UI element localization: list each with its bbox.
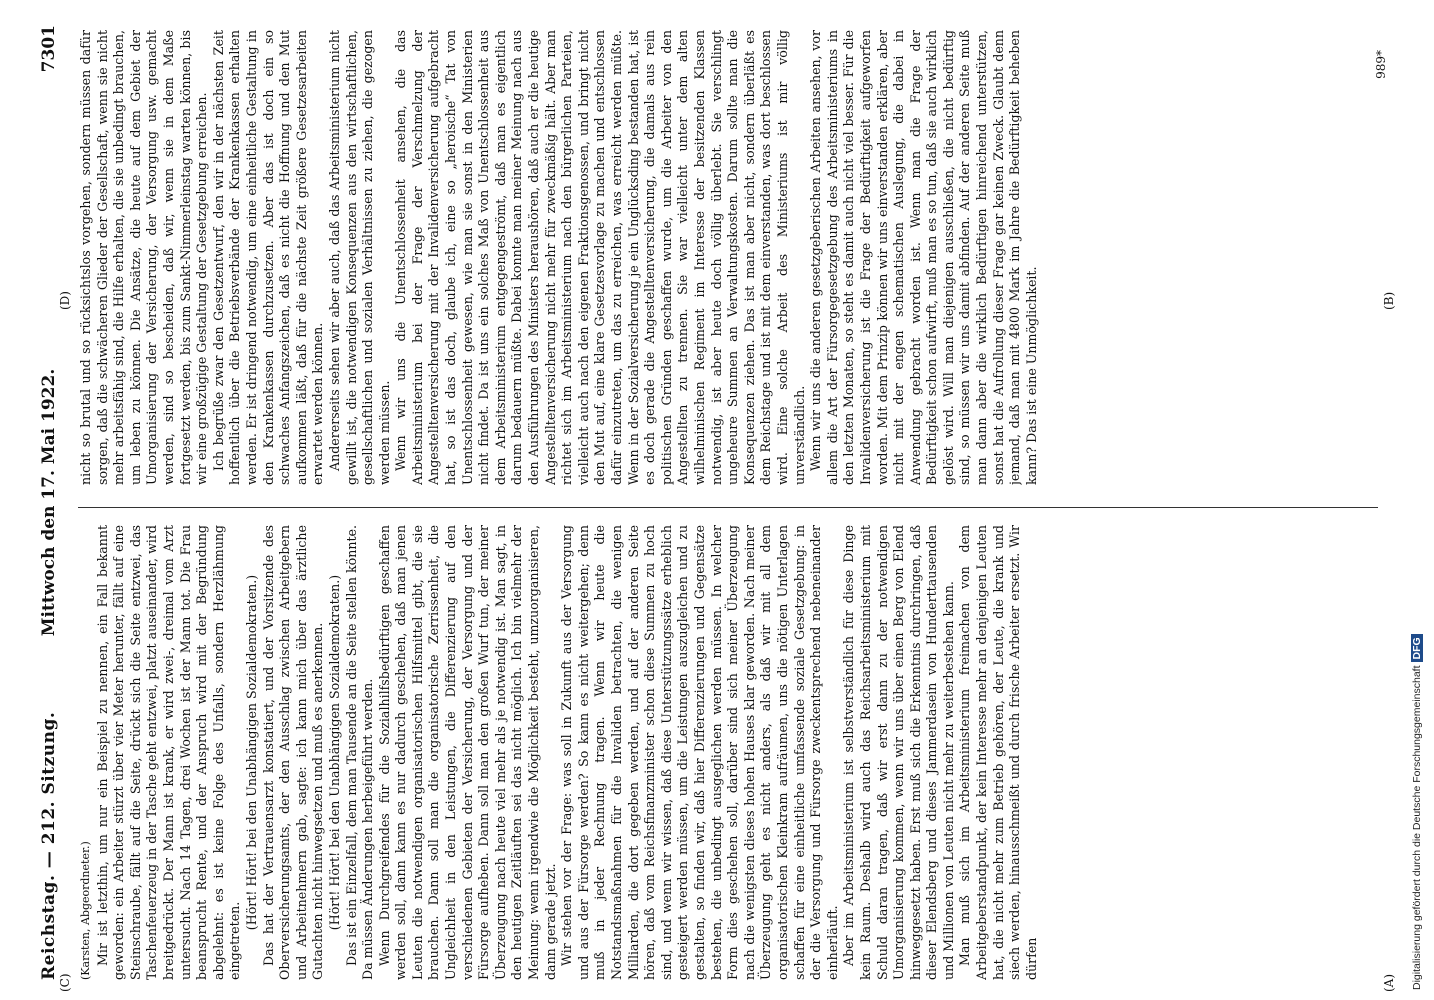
column-divider [78, 507, 1378, 508]
paragraph: Ich begrüße zwar den Gesetzentwurf, den wir in der nächsten Zeit hoffentlich über die Betriebsverbände der Krankenkassen erhalten werden. Er ist dringend notwendig, um eine einheitliche Gestaltung in den Krankenkassen durchzusetzen. Aber das ist doch ein so schwaches Anfangszeichen, daß es nicht die Hoffnung und den Mut aufkommen läßt, daß für die nächste Zeit größere Gesetzesarbeiten erwartet werden können. [210, 30, 326, 485]
interjection: (Hört! Hört! bei den Unabhängigen Sozialdemokraten.) [243, 574, 259, 931]
margin-mark-c: (C) [58, 973, 72, 992]
rotated-page [30, 15, 1410, 990]
paragraph: nicht so brutal und so rücksichtslos vorgehen, sondern müssen dafür sorgen, daß die schwächeren Glieder der Gesellschaft, wenn sie nicht mehr arbeitsfähig sind, die Hilfe erhalten, die sie unbedingt brauchen, um leben zu können. Die Ansätze, die heute auf dem Gebiet der Umorganisierung der Versicherung, der Versorgung usw. gemacht werden, sind so bescheiden, daß wir, wenn sie in dem Maße fortgesetzt werden, bis zum Sankt-Nimmerleinstag warten können, bis wir eine großzügige Gestaltung der Gesetzgebung erreichen. [78, 30, 210, 485]
dfg-credit [1408, 10, 1426, 990]
paragraph: Wenn Durchgreifendes für die Sozialhilfsbedürftigen geschaffen werden soll, dann kann es nur dadurch geschehen, daß man jenen Leuten die notwendigen organisatorischen Hilfsmittel gibt, die sie brauchen. Dann soll man die organisatorische Zerrissenheit, die Ungleichheit in den Leistungen, die Differenzierung auf den verschiedenen Gebieten der Versicherung, der Versorgung und der Fürsorge aufheben. Dann soll man den großen Wurf tun, der meiner Überzeugung nach heute viel mehr als je notwendig ist. Man sagt, in den heutigen Zeitläuften sei das nicht möglich. Ich bin vielmehr der Meinung: wenn irgendwie die Möglichkeit besteht, umzuorganisieren, dann gerade jetzt. [376, 525, 558, 980]
paragraph: Man muß sich im Arbeitsministerium freimachen von dem Arbeitgeberstandpunkt, der kein Interesse mehr an denjenigen Leuten hat, die nicht mehr zum Betrieb gehören, der Leute, die krank und siech werden, hinausschmeißt und durch frische Arbeiter ersetzt. Wir dürfen [957, 525, 1039, 980]
credit-text: Digitalisierung gefördert durch die Deutsche Forschungsgemeinschaft [1411, 665, 1423, 990]
header-left: Reichstag. — 212. Sitzung. [39, 711, 59, 980]
paragraph: Das hat der Vertrauensarzt konstatiert, und der Vorsitzende des Oberversicherungsamts, der den Ausschlag zwischen Arbeitgebern und Arbeitnehmern gab, sagte: ich kann mich über das ärztliche Gutachten nicht hinwegsetzen und muß es anerkennen. [260, 525, 326, 980]
paragraph: Mir ist letzthin, um nur ein Beispiel zu nennen, ein Fall bekannt geworden: ein Arbeiter stürzt über vier Meter herunter, fällt auf eine Steinschraube, fällt auf die Seite, drückt sich die Seite entzwei, das Taschenfeuerzeug in der Tasche geht entzwei, platzt auseinander, wird breitgedrückt. Der Mann ist krank, er wird zwei-, dreimal vom Arzt untersucht. Nach 14 Tagen, drei Wochen ist der Mann tot. Die Frau beansprucht Rente, und der Anspruch wird mit der Begründung abgelehnt: es ist keine Folge des Unfalls, sondern Herzlähmung eingetreten. [94, 525, 243, 980]
paragraph: Andererseits sehen wir aber auch, daß das Arbeitsministerium nicht gewillt ist, die notwendigen Konsequenzen aus den wirtschaftlichen, gesellschaftlichen und sozialen Verhältnissen zu ziehen, die gezogen werden müssen. [326, 30, 392, 485]
dfg-logo: DFG [1411, 634, 1423, 662]
paragraph: Wir stehen vor der Frage: was soll in Zukunft aus der Versorgung und aus der Fürsorge werden? So kann es nicht weitergehen; denn muß in jeder Rechnung tragen. Wenn wir heute die Notstandsmaßnahmen für die Invaliden betrachten, die wenigen Milliarden, die dort gegeben werden, und auf der anderen Seite hören, daß vom Reichsfinanzminister schon diese Summen zu hoch sind, und wenn wir wissen, daß diese Unterstützungssätze erheblich gesteigert werden müssen, um die Leistungen auszugleichen und zu gestalten, so finden wir, daß hier Differenzierungen und Gegensätze bestehen, die unbedingt ausgeglichen werden müssen. In welcher Form dies geschehen soll, darüber sind sich meiner Überzeugung nach die wenigsten dieses hohen Hauses klar geworden. Nach meiner Überzeugung geht es nicht anders, als daß wir mit all dem organisatorischen Kleinkram aufräumen, uns die nötigen Unterlagen schaffen für eine einheitliche umfassende soziale Gesetzgebung: in der die Versorgung und Fürsorge zweckentsprechend nebeneinander einherläuft. [559, 525, 840, 980]
left-column [78, 525, 1388, 980]
page-header [30, 15, 68, 990]
paragraph: Wenn wir uns die Unentschlossenheit ansehen, die das Arbeitsministerium bei der Frage der Verschmelzung der Angestelltenversicherung mit der Invalidenversicherung aufgebracht hat, so ist das doch, glaube ich, eine so „heroische“ Tat von Unentschlossenheit gewesen, wie man sie sonst in den Ministerien nicht findet. Da ist uns ein solches Maß von Unentschlossenheit aus dem Arbeitsministerium entgegengeströmt, daß man es eigentlich darum bedauern müßte. Dabei konnte man meiner Meinung nach aus den Ausführungen des Ministers heraushören, daß auch er die heutige Angestelltenversicherung nicht mehr für zweckmäßig hält. Aber man richtet sich im Arbeitsministerium nach den bürgerlichen Parteien, vielleicht auch nach den eigenen Fraktionsgenossen, und bringt nicht den Mut auf, eine klare Gesetzesvorlage zu machen und entschlossen dafür einzutreten, um das zu erreichen, was erreicht werden müßte. Wenn in der Sozialversicherung je ein Unglücksding bestanden hat, ist es doch gerade die Angestelltenversicherung, die damals aus rein politischen Gründen geschaffen wurde, um die Arbeiter von den Angestellten zu trennen. Sie war vielleicht unter dem alten wilhelminischen Regiment im Interesse der besitzenden Klassen notwendig, ist aber heute doch völlig überlebt. Sie verschlingt ungeheure Summen an Verwaltungskosten. Darum sollte man die Konsequenzen ziehen. Das ist man aber nicht, sondern überläßt es dem Reichstage und ist mit dem einverstanden, was dort beschlossen wird. Eine solche Arbeit des Ministeriums ist mir völlig unverständlich. [393, 30, 807, 485]
paragraph: Aber im Arbeitsministerium ist selbstverständlich für diese Dinge kein Raum. Deshalb wird auch das Reichsarbeitsministerium mit Schuld daran tragen, daß wir erst dann zu der notwendigen Umorganisierung kommen, wenn wir uns über einen Berg von Elend hinweggesetzt haben. Erst muß sich die Erkenntnis durchringen, daß dieser Elendsberg und dieses Jammerdasein von Hunderttausenden und Millionen von Leuten nicht mehr zu weiterbestehen kann. [841, 525, 956, 980]
paragraph: Wenn wir uns die anderen gesetzgeberischen Arbeiten ansehen, vor allem die Art der Fürsorgegesetzgebung des Arbeitsministeriums in den letzten Monaten, so steht es damit auch nicht viel besser. Für die Invalidenversicherung ist die Frage der Bedürftigkeit aufgeworfen worden. Mit dem Prinzip können wir uns einverstanden erklären, aber nicht mit der engen schematischen Auslegung, die dabei in Anwendung gebracht worden ist. Wenn man die Frage der Bedürftigkeit schon aufwirft, muß man es so tun, daß sie auch wirklich gelöst wird. Will man diejenigen ausschließen, die nicht bedürftig sind, so müssen wir uns damit abfinden. Auf der anderen Seite muß man dann aber die wirklich Bedürftigen hinreichend unterstützen, sonst hat die Aufrollung dieser Frage gar keinen Zweck. Glaubt denn jemand, daß man mit 4800 Mark im Jahre die Bedürftigkeit beheben kann? Das ist eine Unmöglichkeit. [808, 30, 1039, 485]
page-number: 7301 [39, 25, 59, 73]
speaker-label: (Karsten, Abgeordneter.) [79, 841, 92, 980]
margin-mark-d: (D) [58, 291, 72, 310]
interjection: (Hört! Hört! bei den Unabhängigen Sozialdemokraten.) [326, 574, 342, 931]
margin-mark-a: (A) [1382, 973, 1396, 992]
header-date: Mittwoch den 17. Mai 1922. [39, 368, 59, 637]
paragraph: Das ist ein Einzelfall, dem man Tausende an die Seite stellen könnte. Da müssen Änderungen herbeigeführt werden. [343, 525, 376, 980]
right-column [78, 30, 1388, 485]
margin-mark-b: (B) [1382, 291, 1396, 310]
page-footer-number: 989* [1374, 50, 1388, 79]
